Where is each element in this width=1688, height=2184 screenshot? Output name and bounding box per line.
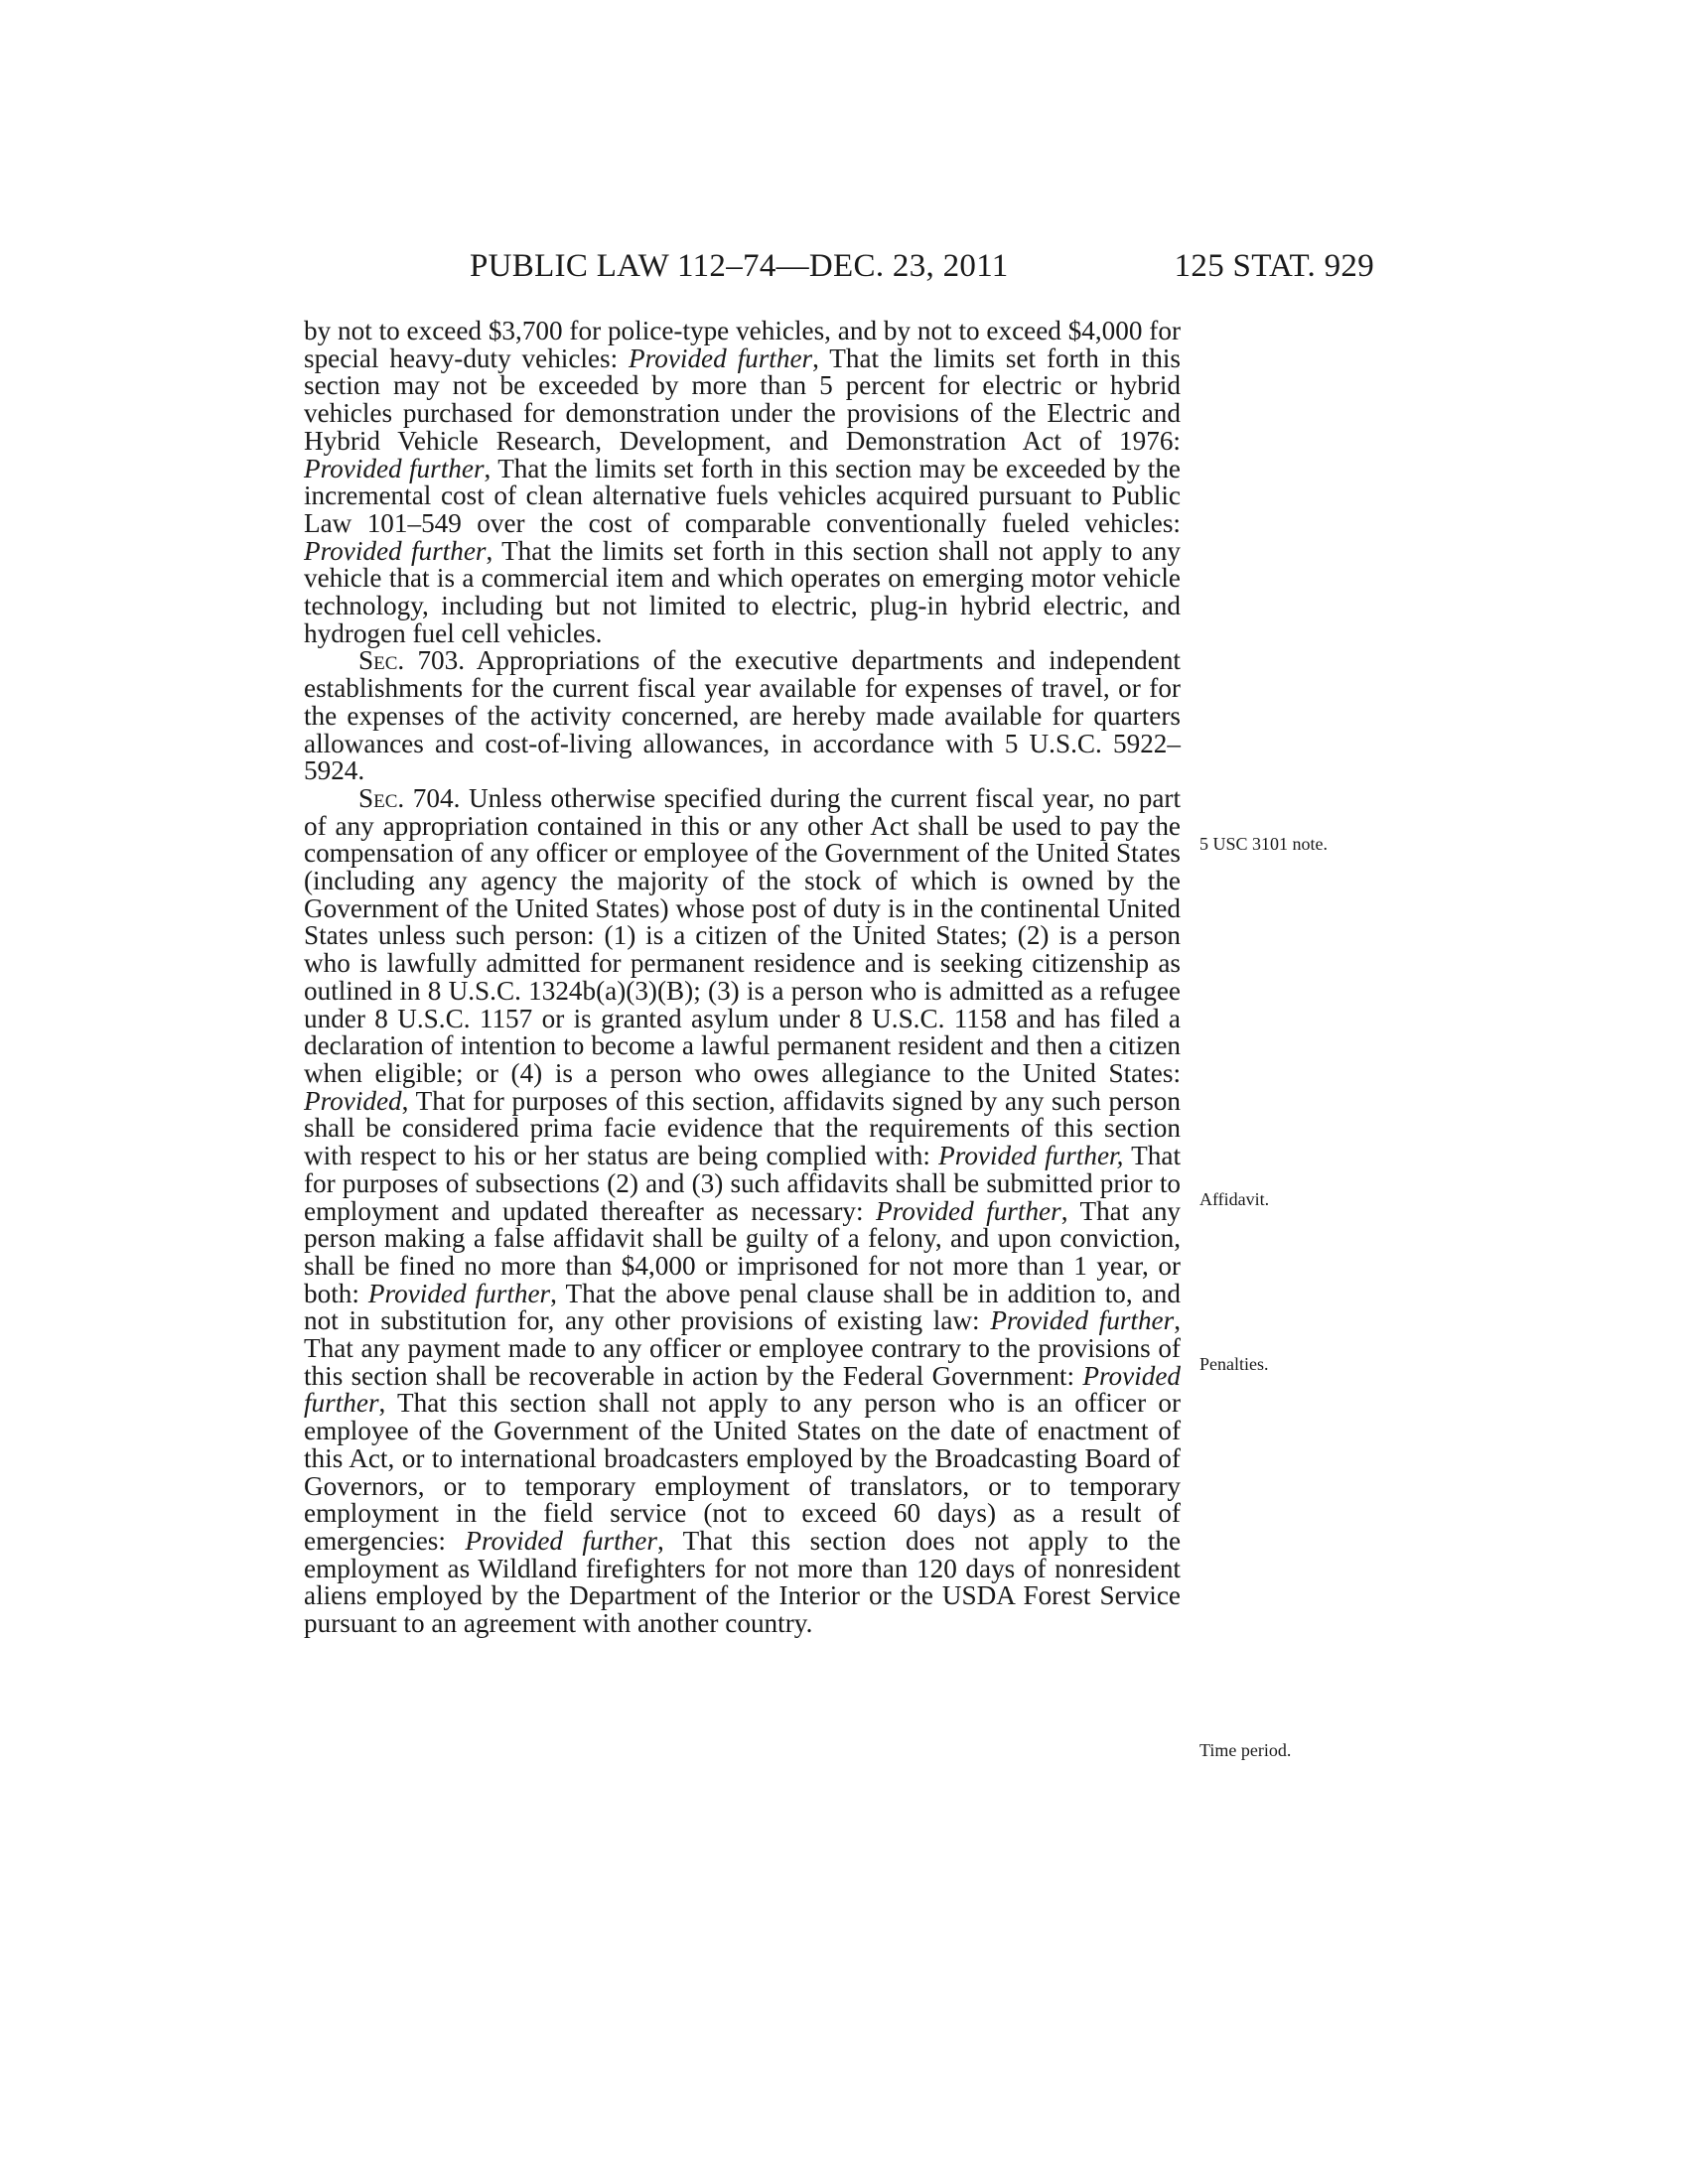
text-run: . 703. Appropriations of the executive departments and independent establishments for the current fiscal year available for expenses of travel, or for the expenses of the activity concerned, are hereby made available for quarters allowances and cost-of-living allowances, in accordance with 5 U.S.C. 5922–5924. <box>304 645 1181 786</box>
continuation-paragraph <box>304 318 1181 647</box>
italic-proviso: Provided further <box>629 342 813 373</box>
text-run: That for purposes of subsections (2) and (3) such affidavits shall be submitted prior to employment and updated thereafter as necessary: <box>304 1141 1181 1226</box>
text-run: , That the above penal clause shall be in addition to, and not in substitution for, any other provisions of existing law: <box>304 1278 1181 1336</box>
sec-703-paragraph <box>304 647 1181 785</box>
italic-proviso: Provided further <box>304 1360 1181 1419</box>
margin-note-penalties: Penalties. <box>1199 1354 1269 1374</box>
text-run: by not to exceed $3,700 for police-type vehicles, and by not to exceed $4,000 for special heavy-duty vehicles: <box>304 316 1181 373</box>
page-header <box>0 248 1688 288</box>
text-run: , That this section does not apply to the employment as Wildland firefighters for not more than 120 days of nonresident aliens employed by the Department of the Interior or the USDA Forest Service pursuant to an agreement with another country. <box>304 1525 1182 1639</box>
margin-note-time-period: Time period. <box>1199 1740 1292 1760</box>
sec-704-paragraph <box>304 782 1182 1639</box>
italic-proviso: Provided further <box>304 535 487 566</box>
text-run: , That the limits set forth in this section may be exceeded by the incremental cost of clean alternative fuels vehicles acquired pursuant to Public Law 101–549 over the cost of comparable conventionally fueled vehicles: <box>304 453 1181 538</box>
body-text-column <box>304 318 1181 1638</box>
margin-note-affidavit: Affidavit. <box>1199 1189 1270 1209</box>
italic-proviso: Provided further <box>465 1525 657 1556</box>
italic-proviso: Provided further <box>304 453 485 483</box>
text-run: , That any payment made to any officer or employee contrary to the provisions of this section shall be recoverable in action by the Federal Government: <box>304 1305 1181 1391</box>
italic-proviso: Provided further <box>876 1195 1061 1226</box>
section-label: Sec <box>358 645 398 676</box>
running-title: PUBLIC LAW 112–74—DEC. 23, 2011 <box>470 248 1009 284</box>
italic-proviso: Provided <box>304 1085 402 1116</box>
italic-proviso: Provided further <box>367 1278 551 1308</box>
text-run: , That for purposes of this section, affidavits signed by any such person shall be considered prima facie evidence that the requirements of this section with respect to his or her status are being complied with: <box>304 1085 1181 1171</box>
section-label: Sec <box>358 782 398 813</box>
margin-note-usc: 5 USC 3101 note. <box>1199 834 1329 854</box>
text-run: , That any person making a false affidavit shall be guilty of a felony, and upon conviction, shall be fined no more than $4,000 or imprisoned for not more than 1 year, or both: <box>304 1195 1182 1308</box>
text-run: , That the limits set forth in this section may not be exceeded by more than 5 percent for electric or hybrid vehicles purchased for demonstration under the provisions of the Electric and Hybrid Vehicle Research, Development, and Demonstration Act of 1976: <box>304 342 1181 456</box>
italic-proviso: Provided further <box>990 1305 1175 1336</box>
statute-page-number: 125 STAT. 929 <box>1174 248 1374 284</box>
text-run: . 704. Unless otherwise specified during the current fiscal year, no part of any appropriation contained in this or any other Act shall be used to pay the compensation of any officer or employee of the Government of the United States (including any agency the majority of the stock of which is owned by the Government of the United States) whose post of duty is in the continental United States unless such person: (1) is a citizen of the United States; (2) is a person who is lawfully admitted for permanent residence and is seeking citizenship as outlined in 8 U.S.C. 1324b(a)(3)(B); (3) is a person who is admitted as a refugee under 8 U.S.C. 1157 or is granted asylum under 8 U.S.C. 1158 and has filed a declaration of intention to become a lawful permanent resident and then a citizen when eligible; or (4) is a person who owes allegiance to the United States: <box>304 782 1181 1088</box>
text-run: , That this section shall not apply to any person who is an officer or employee of the Government of the United States on the date of enactment of this Act, or to international broadcasters employed by the Broadcasting Board of Governors, or to temporary employment of translators, or to temporary employment in the field service (not to exceed 60 days) as a result of emergencies: <box>304 1388 1181 1556</box>
text-run: , That the limits set forth in this section shall not apply to any vehicle that is a commercial item and which operates on emerging motor vehicle technology, including but not limited to electric, plug-in hybrid electric, and hydrogen fuel cell vehicles. <box>304 535 1181 648</box>
italic-proviso: Provided further, <box>938 1141 1124 1171</box>
